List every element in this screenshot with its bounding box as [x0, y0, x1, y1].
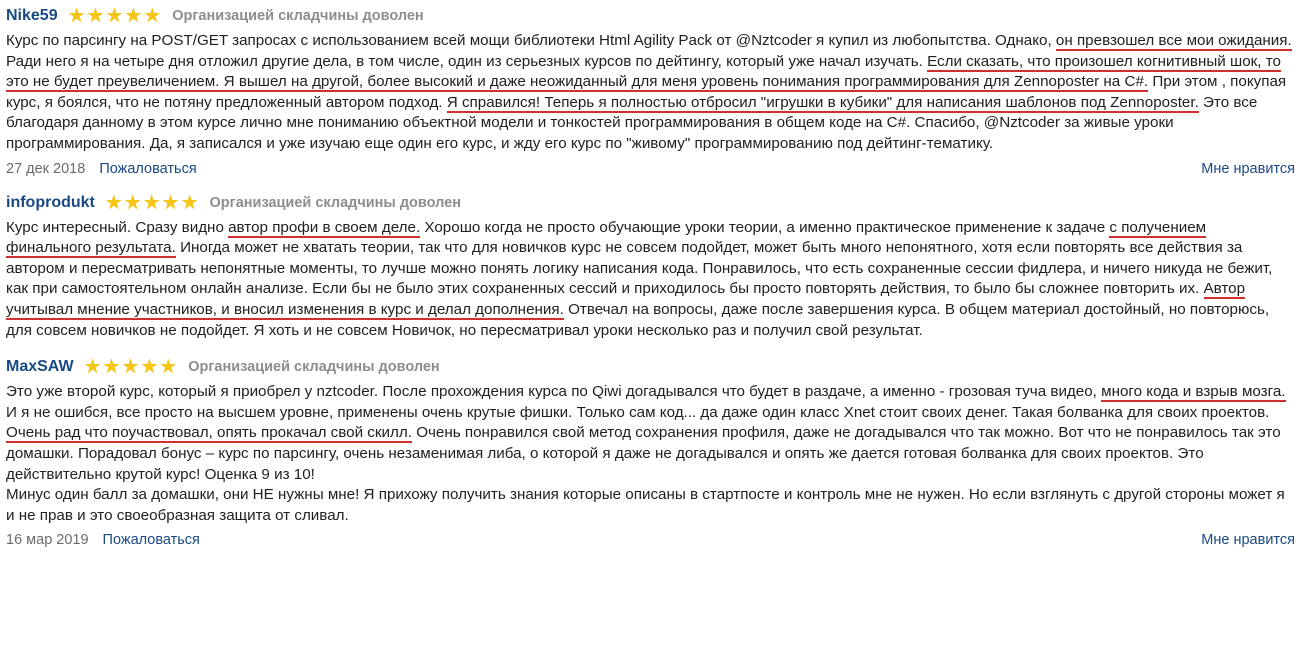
review-badge-label: Организацией складчины доволен: [188, 359, 440, 376]
text-segment: Минус один балл за домашки, они НЕ нужны мне! Я прихожу получить знания которые описаны в стартпосте и контроль мне не нужен. Но если взглянуть с другой стороны может я и не прав и это своеобразная защита от сливал.: [6, 486, 1285, 524]
text-segment: Это уже второй курс, который я приобрел у nztcoder. После прохождения курса по Qiwi догадывался что будет в раздаче, а именно - грозовая туча видео,: [6, 383, 1102, 401]
review-date: 27 дек 2018: [6, 160, 86, 177]
review-footer: [6, 532, 1295, 548]
review-author[interactable]: MaxSAW: [6, 358, 74, 376]
highlighted-segment: автор профи в своем деле.: [228, 218, 421, 236]
highlighted-segment: Если сказать, что произошел когнитивный шок, то это не будет преувеличением. Я вышел на другой, более высокий и даже неожиданный для меня уровень понимания программирования для Zennoposter на C#.: [6, 52, 1281, 91]
star-rating-icon: ★★★★★: [83, 356, 179, 379]
review-text: [6, 31, 1295, 155]
review-author[interactable]: infoprodukt: [6, 193, 95, 211]
review-paragraph: [6, 218, 1295, 342]
review-header: [6, 355, 1295, 379]
text-segment: Иногда может не хватать теории, так что для новичков курс не совсем подойдет, может быть много непонятного, хотя если повторять все действия за автором и пересматривать непонятные моменты, то лучше можно понять логику написания кода. Понравилось, что есть сохраненные сессии фидлера, и ничего никуда не бежит, как при самостоятельном онлайн анализе. Если бы не было этих сохраненных сессий и приходилось бы просто повторять действия, то было бы сложнее повторить их.: [6, 239, 1273, 298]
highlighted-segment: Автор учитывал мнение участников, и вносил изменения в курс и делал дополнения.: [6, 280, 1246, 318]
highlighted-segment: Очень рад что поучаствовал, опять прокачал свой скилл.: [6, 424, 412, 442]
star-rating-icon: ★★★★★: [67, 5, 163, 27]
text-segment: Это все благодаря данному в этом курсе лично мне пониманию объектной модели и тонкостей программирования в общем коде на C#. Спасибо, @Nztcoder за живые уроки программирования. Да, я записался и уже изучаю еще один его курс, и жду его курс по "живому" программированию под дейтинг-тематику.: [6, 93, 1258, 152]
review-date: 16 мар 2019: [6, 532, 89, 549]
report-link[interactable]: Пожаловаться: [102, 532, 200, 549]
text-segment: Ради него я на четыре дня отложил другие дела, в том числе, один из серьезных курсов по дейтингу, который уже начал изучать.: [6, 52, 928, 70]
highlighted-segment: много кода и взрыв мозга.: [1101, 383, 1286, 401]
text-segment: Отвечал на вопросы, даже после завершения курса. В общем материал достойный, но повторюсь, для совсем новичков не подойдет. Я хоть и не совсем Новичок, но пересматривал уроки несколько раз и получил свой результат.: [6, 300, 1270, 339]
review-badge-label: Организацией складчины доволен: [209, 194, 461, 211]
review-footer: [6, 161, 1295, 177]
text-segment: Очень понравился свой метод сохранения профиля, даже не догадывался что так можно. Вот что не понравилось так это домашки. Порадовал бонус – курс по парсингу, очень незаменимая либа, о которой я даже не догадывался и опять же дается готовая болванка для своих проектов. Это действительно крутой курс! Оценка 9 из 10!: [6, 424, 1281, 483]
text-segment: Курс по парсингу на POST/GET запросах с использованием всей мощи библиотеки Html Agility Pack от @Nztcoder я купил из любопытства. Однако,: [6, 32, 1056, 49]
review-item: [6, 355, 1295, 548]
text-segment: Курс интересный. Сразу видно: [6, 218, 229, 236]
review-paragraph: [6, 31, 1295, 155]
review-badge-label: Организацией складчины доволен: [172, 8, 424, 24]
text-segment: И я не ошибся, все просто на высшем уровне, применены очень крутые фишки. Только сам код... да даже один класс Xnet стоит своих денег. Такая болванка для своих проектов.: [6, 403, 1270, 421]
like-link[interactable]: Мне нравится: [1201, 160, 1295, 177]
review-item: [6, 4, 1295, 177]
review-author[interactable]: Nike59: [6, 7, 58, 24]
review-item: [6, 191, 1295, 342]
review-paragraph: [6, 485, 1295, 526]
highlighted-segment: Я справился! Теперь я полностью отбросил "игрушки в кубики" для написания шаблонов под Zennoposter.: [446, 93, 1199, 111]
like-link[interactable]: Мне нравится: [1201, 532, 1295, 549]
review-header: [6, 191, 1295, 215]
star-rating-icon: ★★★★★: [104, 191, 200, 214]
text-segment: При этом , покупая курс, я боялся, что не потяну предложенный автором подход.: [6, 73, 1287, 111]
text-segment: Хорошо когда не просто обучающие уроки теории, а именно практическое применение к задаче: [420, 218, 1110, 236]
review-paragraph: [6, 382, 1295, 485]
review-text: [6, 382, 1295, 526]
highlighted-segment: он превзошел все мои ожидания.: [1055, 32, 1292, 49]
report-link[interactable]: Пожаловаться: [99, 160, 197, 177]
highlighted-segment: с получением финального результата.: [6, 218, 1207, 257]
review-header: [6, 4, 1295, 28]
review-text: [6, 218, 1295, 342]
